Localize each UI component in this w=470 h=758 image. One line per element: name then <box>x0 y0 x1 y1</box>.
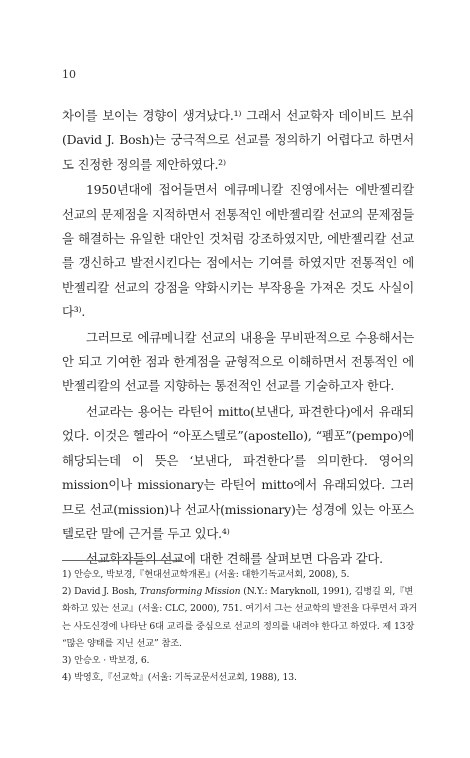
footnote-text: 안승오 · 박보경, 6. <box>74 655 150 667</box>
footnote-text: 안승오, 박보경,『현대선교학개론』(서울: 대한기독교서회, 2008), 5. <box>74 569 350 580</box>
footnote-text: David J. Bosh, <box>74 586 140 598</box>
page-number: 10 <box>62 68 76 81</box>
paragraph: 선교라는 용어는 라틴어 mitto(보낸다, 파견한다)에서 유래되었다. 이것은 헬라어 “아포스텔로”(apostello), “펨포”(pempo)에 해당되는데 이 뜻은 ‘보낸다, 파견한다’를 의미한다. 영어의 mission이나 missionary는 라틴어 mitto에서 유래되었다. 그러므로 선교(mission)나 선교사(missionary)는 성경에 있는 아포스텔로란 말에 근거를 두고 있다.⁴⁾ <box>62 403 414 541</box>
footnote-marker: 3) <box>62 655 72 667</box>
paragraph: 차이를 보이는 경향이 생겨났다.¹⁾ 그래서 선교학자 데이비드 보쉬(David J. Bosh)는 궁극적으로 선교를 정의하기 어렵다고 하면서도 진정한 정의를 제안하였다.²⁾ <box>62 108 414 172</box>
footnote-divider <box>62 560 182 561</box>
footnote-marker: 4) <box>62 672 72 684</box>
footnotes <box>62 566 418 686</box>
paragraph: 선교학자들의 선교에 대한 견해를 살펴보면 다음과 같다. <box>86 551 383 567</box>
main-text <box>62 104 414 573</box>
footnote-item <box>62 652 418 669</box>
footnote-item <box>62 566 418 583</box>
footnote-item <box>62 583 418 652</box>
footnote-marker: 1) <box>62 569 72 580</box>
footnote-marker: 2) <box>62 586 72 598</box>
footnote-text: 박영호,『선교학』(서울: 기독교문서선교회, 1988), 13. <box>74 672 297 684</box>
footnote-item <box>62 669 418 686</box>
footnote-text: (N.Y.: Maryknoll, 1991), 김병길 외,『변화하고 있는 선교』(서울: CLC, 2000), 751. 여기서 그는 선교학의 발전을 다루면서 과거는 사도신경에 나타난 6대 교리를 중심으로 선교의 정의를 내려야 한다고 하였다. 제 13장 “많은 양태를 지닌 선교” 참조. <box>62 586 418 649</box>
footnote-book-title: Transforming Mission <box>139 586 241 598</box>
paragraph: 그러므로 에큐메니칼 선교의 내용을 무비판적으로 수용해서는 안 되고 기여한 점과 한계점을 균형적으로 이해하면서 전통적인 에반젤리칼의 선교를 지향하는 통전적인 선교를 기술하고자 한다. <box>62 329 414 394</box>
paragraph: 1950년대에 접어들면서 에큐메니칼 진영에서는 에반젤리칼 선교의 문제점을 지적하면서 전통적인 에반젤리칼 선교의 문제점들을 해결하는 유일한 대안인 것처럼 강조하였지만, 에반젤리칼 선교를 갱신하고 발전시킨다는 점에서는 기여를 하였지만 전통적인 에반젤리칼 선교의 강점을 약화시키는 부작용을 가져온 것도 사실이다³⁾. <box>62 182 414 320</box>
